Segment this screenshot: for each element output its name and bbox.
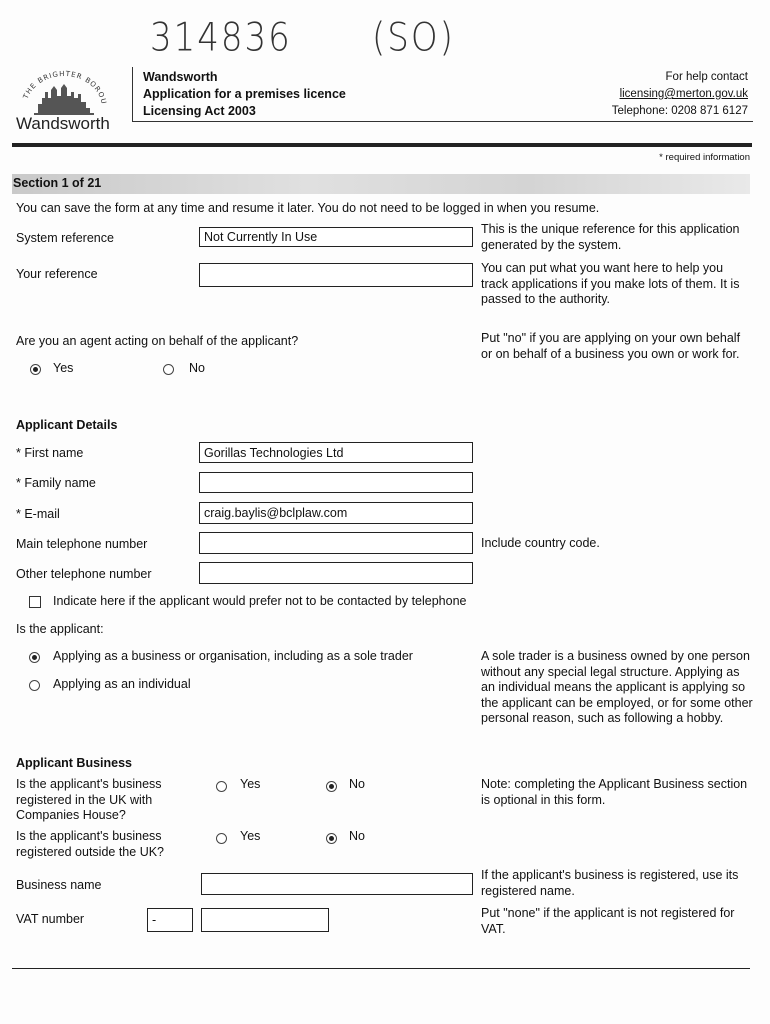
applicant-type-question: Is the applicant: xyxy=(16,622,104,636)
agent-note: Put "no" if you are applying on your own behalf or on behalf of a business you own or work for. xyxy=(481,331,741,361)
main-phone-note: Include country code. xyxy=(481,536,600,550)
system-reference-label: System reference xyxy=(16,231,114,245)
outside-uk-question: Is the applicant's business registered outside the UK? xyxy=(16,829,165,859)
no-phone-contact-label: Indicate here if the applicant would prefer not to be contacted by telephone xyxy=(53,594,467,608)
system-reference-input[interactable] xyxy=(199,227,473,247)
vat-prefix-input[interactable] xyxy=(147,908,193,932)
wandsworth-logo xyxy=(14,68,114,134)
header-line-1: Wandsworth xyxy=(143,70,218,84)
logo-name: Wandsworth xyxy=(16,114,110,133)
uk-registered-no-label: No xyxy=(349,777,365,791)
logo-arc-text: THE BRIGHTER BOROU xyxy=(21,69,108,106)
outside-uk-yes-label: Yes xyxy=(240,829,261,843)
footer-divider xyxy=(12,968,750,969)
agent-no-radio[interactable] xyxy=(163,364,174,375)
system-reference-note: This is the unique reference for this application generated by the system. xyxy=(481,222,740,252)
main-phone-label: Main telephone number xyxy=(16,537,148,551)
first-name-input[interactable] xyxy=(199,442,473,463)
outside-uk-no-label: No xyxy=(349,829,365,843)
applicant-individual-label: Applying as an individual xyxy=(53,677,191,691)
header-line-3: Licensing Act 2003 xyxy=(143,104,256,118)
business-name-input[interactable] xyxy=(201,873,473,895)
vat-number-input[interactable] xyxy=(201,908,329,932)
uk-registered-yes-radio[interactable] xyxy=(216,781,227,792)
section-title: Section 1 of 21 xyxy=(13,176,102,190)
header-title xyxy=(143,69,346,120)
agent-question: Are you an agent acting on behalf of the applicant? xyxy=(16,334,299,348)
business-name-note: If the applicant's business is registered, use its registered name. xyxy=(481,868,739,898)
skyline-logo-icon xyxy=(14,68,114,116)
family-name-input[interactable] xyxy=(199,472,473,493)
section-intro: You can save the form at any time and resume it later. You do not need to be logged in when you resume. xyxy=(16,201,600,215)
uk-registered-no-radio[interactable] xyxy=(326,781,337,792)
family-name-label: * Family name xyxy=(16,476,96,490)
help-contact xyxy=(612,69,748,120)
outside-uk-no-radio[interactable] xyxy=(326,833,337,844)
header-divider xyxy=(12,143,752,147)
applicant-individual-radio[interactable] xyxy=(29,680,40,691)
handwritten-code: (SO) xyxy=(372,15,455,61)
agent-no-label: No xyxy=(189,361,205,375)
email-label: * E-mail xyxy=(16,507,60,521)
vat-label: VAT number xyxy=(16,912,85,926)
help-email-link[interactable]: licensing@merton.gov.uk xyxy=(619,88,748,100)
section-bar xyxy=(12,174,750,194)
uk-registered-question: Is the applicant's business registered in the UK with Companies House? xyxy=(16,777,162,822)
applicant-business-radio[interactable] xyxy=(29,652,40,663)
required-note: * required information xyxy=(659,152,750,163)
your-reference-input[interactable] xyxy=(199,263,473,287)
applicant-business-heading: Applicant Business xyxy=(16,756,132,770)
first-name-label: * First name xyxy=(16,446,84,460)
other-phone-label: Other telephone number xyxy=(16,567,152,581)
business-optional-note: Note: completing the Applicant Business section is optional in this form. xyxy=(481,777,748,807)
agent-yes-label: Yes xyxy=(53,361,74,375)
applicant-type-note: A sole trader is a business owned by one person without any special legal structure. Applying as an individual means the applicant is applying so the applicant can be employed, or for some other personal reason, such as following a hobby. xyxy=(481,649,753,725)
outside-uk-yes-radio[interactable] xyxy=(216,833,227,844)
applicant-business-label: Applying as a business or organisation, including as a sole trader xyxy=(53,649,413,663)
no-phone-contact-checkbox[interactable] xyxy=(29,596,41,608)
applicant-details-heading: Applicant Details xyxy=(16,418,118,432)
help-phone: Telephone: 0208 871 6127 xyxy=(611,105,748,117)
main-phone-input[interactable] xyxy=(199,532,473,554)
business-name-label: Business name xyxy=(16,878,102,892)
your-reference-label: Your reference xyxy=(16,267,98,281)
agent-yes-radio[interactable] xyxy=(30,364,41,375)
handwritten-reference: 314836 xyxy=(150,15,292,61)
other-phone-input[interactable] xyxy=(199,562,473,584)
vat-note: Put "none" if the applicant is not registered for VAT. xyxy=(481,906,735,936)
header-line-2: Application for a premises licence xyxy=(143,87,346,101)
uk-registered-yes-label: Yes xyxy=(240,777,261,791)
email-input[interactable] xyxy=(199,502,473,524)
help-label: For help contact xyxy=(665,71,748,83)
your-reference-note: You can put what you want here to help you track applications if you make lots of them. It is passed to the authority. xyxy=(481,261,740,306)
